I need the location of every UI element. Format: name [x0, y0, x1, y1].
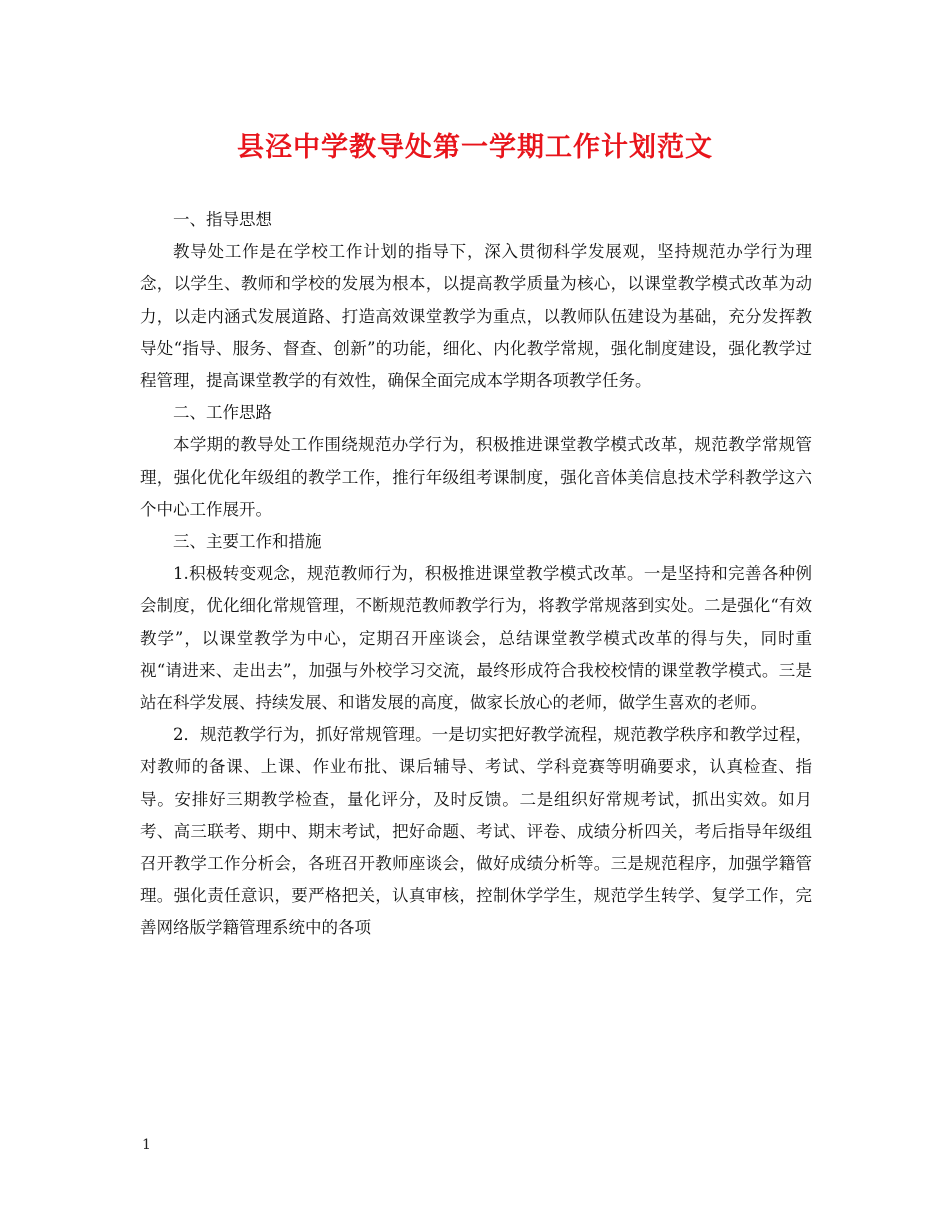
paragraph-guiding-ideology: 教导处工作是在学校工作计划的指导下，深入贯彻科学发展观，坚持规范办学行为理念，以学生、教师和学校的发展为根本，以提高教学质量为核心，以课堂教学模式改革为动力，以走内涵式发展道路、打造高效课堂教学为重点，以教师队伍建设为基础，充分发挥教导处“指导、服务、督查、创新”的功能，细化、内化教学常规，强化制度建设，强化教学过程管理，提高课堂教学的有效性，确保全面完成本学期各项教学任务。 [140, 242, 812, 391]
paragraph-work-approach: 本学期的教导处工作围绕规范办学行为，积极推进课堂教学模式改革，规范教学常规管理，强化优化年级组的教学工作，推行年级组考课制度，强化音体美信息技术学科教学这六个中心工作展开。 [140, 435, 812, 519]
paragraph-measure-1: 1.积极转变观念，规范教师行为，积极推进课堂教学模式改革。一是坚持和完善各种例会制度，优化细化常规管理，不断规范教师教学行为，将教学常规落到实处。二是强化“有效教学”，以课堂教学为中心，定期召开座谈会，总结课堂教学模式改革的得与失，同时重视“请进来、走出去”，加强与外校学习交流，最终形成符合我校校情的课堂教学模式。三是站在科学发展、持续发展、和谐发展的高度，做家长放心的老师，做学生喜欢的老师。 [140, 564, 812, 713]
section-heading-work-approach: 二、工作思路 [173, 403, 272, 423]
paragraph-measure-2: 2．规范教学行为，抓好常规管理。一是切实把好教学流程，规范教学秩序和教学过程，对教师的备课、上课、作业布批、课后辅导、考试、学科竞赛等明确要求，认真检查、指导。安排好三期教学检查，量化评分，及时反馈。二是组织好常规考试，抓出实效。如月考、高三联考、期中、期末考试，把好命题、考试、评卷、成绩分析四关，考后指导年级组召开教学工作分析会，各班召开教师座谈会，做好成绩分析等。三是规范程序，加强学籍管理。强化责任意识，要严格把关，认真审核，控制休学学生，规范学生转学、复学工作，完善网络版学籍管理系统中的各项 [140, 725, 812, 938]
section-heading-main-work: 三、主要工作和措施 [173, 532, 322, 552]
document-body [140, 204, 812, 945]
page-number: 1 [142, 1137, 151, 1153]
document-title: 县泾中学教导处第一学期工作计划范文 [237, 132, 713, 163]
section-heading-guiding-ideology: 一、指导思想 [173, 210, 272, 229]
